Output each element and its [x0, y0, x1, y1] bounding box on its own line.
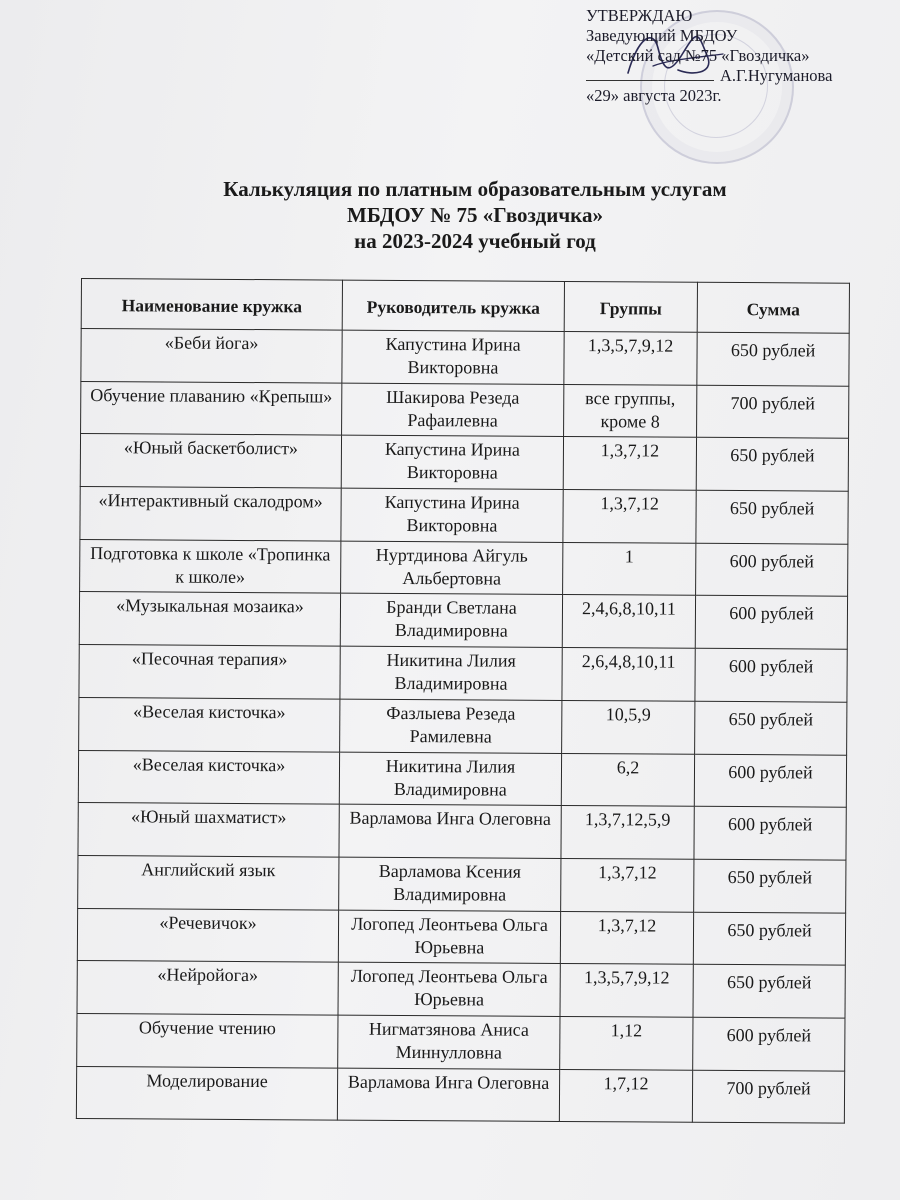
- club-sum: 650 рублей: [697, 332, 849, 386]
- club-groups: 1,3,7,12,5,9: [561, 806, 694, 859]
- club-name: Подготовка к школе «Тропинка к школе»: [80, 539, 341, 593]
- club-leader: Бранди Светлана Владимировна: [340, 594, 562, 648]
- club-name: «Песочная терапия»: [79, 645, 340, 699]
- club-sum: 650 рублей: [695, 701, 847, 755]
- club-leader: Капустина Ирина Викторовна: [342, 330, 564, 384]
- club-groups: 2,4,6,8,10,11: [562, 595, 695, 648]
- document-title: [80, 176, 870, 254]
- table-header-row: [81, 279, 849, 334]
- club-leader: Логопед Леонтьева Ольга Юрьевна: [338, 962, 560, 1016]
- club-leader: Варламова Ксения Владимировна: [339, 857, 561, 911]
- club-leader: Варламова Инга Олеговна: [337, 1068, 559, 1122]
- table-row: [78, 855, 846, 912]
- club-groups: 1,12: [560, 1016, 693, 1069]
- table-row: [77, 961, 845, 1018]
- club-name: «Веселая кисточка»: [79, 697, 340, 751]
- club-sum: 700 рублей: [692, 1070, 844, 1124]
- club-leader: Нуртдинова Айгуль Альбертовна: [341, 541, 563, 595]
- approval-organization: «Детский сад №75 «Гвоздичка»: [586, 46, 810, 65]
- club-sum: 650 рублей: [694, 859, 846, 913]
- club-groups: 1,3,7,12: [563, 437, 696, 490]
- club-sum: 600 рублей: [695, 596, 847, 650]
- table-row: [76, 1066, 844, 1123]
- services-table: [76, 278, 850, 1124]
- club-groups: 1,7,12: [559, 1069, 692, 1122]
- club-sum: 650 рублей: [696, 490, 848, 544]
- club-groups: 1,3,5,7,9,12: [560, 964, 693, 1017]
- club-groups: все группы, кроме 8: [564, 384, 697, 437]
- club-sum: 700 рублей: [697, 385, 849, 439]
- title-line-2: МБДОУ № 75 «Гвоздичка»: [347, 203, 603, 227]
- club-leader: Никитина Лилия Владимировна: [340, 646, 562, 700]
- title-line-3: на 2023-2024 учебный год: [354, 229, 596, 253]
- table-row: [77, 1013, 845, 1070]
- club-name: «Беби йога»: [81, 329, 342, 383]
- table-row: [80, 539, 848, 596]
- club-groups: 2,6,4,8,10,11: [562, 648, 695, 701]
- club-groups: 1: [563, 542, 696, 595]
- club-leader: Нигматзянова Аниса Миннулловна: [338, 1015, 560, 1069]
- club-leader: Логопед Леонтьева Ольга Юрьевна: [338, 910, 560, 964]
- club-groups: 1,3,7,12: [563, 490, 696, 543]
- club-name: «Интерактивный скалодром»: [80, 487, 341, 541]
- table-row: [79, 645, 847, 702]
- club-leader: Капустина Ирина Викторовна: [341, 435, 563, 489]
- club-sum: 600 рублей: [694, 754, 846, 808]
- club-groups: 1,3,7,12: [560, 911, 693, 964]
- club-name: «Музыкальная мозаика»: [79, 592, 340, 646]
- club-sum: 600 рублей: [696, 543, 848, 597]
- title-line-1: Калькуляция по платным образовательным услугам: [223, 177, 727, 201]
- club-leader: Никитина Лилия Владимировна: [339, 752, 561, 806]
- table-row: [81, 329, 849, 386]
- table-row: [77, 908, 845, 965]
- table-row: [80, 487, 848, 544]
- club-name: Английский язык: [78, 855, 339, 909]
- club-name: «Юный шахматист»: [78, 803, 339, 857]
- club-sum: 650 рублей: [696, 438, 848, 492]
- club-sum: 600 рублей: [694, 806, 846, 860]
- club-sum: 600 рублей: [693, 1017, 845, 1071]
- club-name: Моделирование: [76, 1066, 337, 1120]
- table-row: [79, 592, 847, 649]
- club-name: «Речевичок»: [77, 908, 338, 962]
- approval-position: Заведующий МБДОУ: [586, 26, 738, 45]
- club-leader: Фазлыева Резеда Рамилевна: [340, 699, 562, 753]
- club-sum: 650 рублей: [693, 965, 845, 1019]
- header-club-leader: Руководитель кружка: [342, 280, 564, 331]
- club-name: Обучение плаванию «Крепыш»: [81, 381, 342, 435]
- table-row: [78, 803, 846, 860]
- approval-heading: УТВЕРЖДАЮ: [586, 6, 693, 25]
- club-sum: 600 рублей: [695, 648, 847, 702]
- club-groups: 1,3,5,7,9,12: [564, 331, 697, 384]
- club-name: «Нейройога»: [77, 961, 338, 1015]
- club-sum: 650 рублей: [693, 912, 845, 966]
- club-groups: 6,2: [561, 753, 694, 806]
- club-groups: 1,3,7,12: [561, 858, 694, 911]
- table-row: [80, 434, 848, 491]
- signature-line: [586, 80, 714, 81]
- header-groups: Группы: [564, 281, 697, 332]
- club-leader: Капустина Ирина Викторовна: [341, 488, 563, 542]
- club-leader: Шакирова Резеда Рафаилевна: [342, 383, 564, 437]
- approval-signer-line: [586, 66, 886, 86]
- club-name: «Юный баскетболист»: [80, 434, 341, 488]
- table-row: [78, 750, 846, 807]
- header-sum: Сумма: [697, 282, 849, 333]
- club-groups: 10,5,9: [562, 700, 695, 753]
- table-row: [81, 381, 849, 438]
- approval-date: «29» августа 2023г.: [586, 86, 722, 105]
- header-club-name: Наименование кружка: [81, 279, 342, 331]
- club-name: «Веселая кисточка»: [78, 750, 339, 804]
- club-name: Обучение чтению: [77, 1013, 338, 1067]
- approval-signer: А.Г.Нугуманова: [720, 66, 833, 85]
- approval-block: [586, 6, 886, 106]
- club-leader: Варламова Инга Олеговна: [339, 804, 561, 858]
- table-row: [79, 697, 847, 754]
